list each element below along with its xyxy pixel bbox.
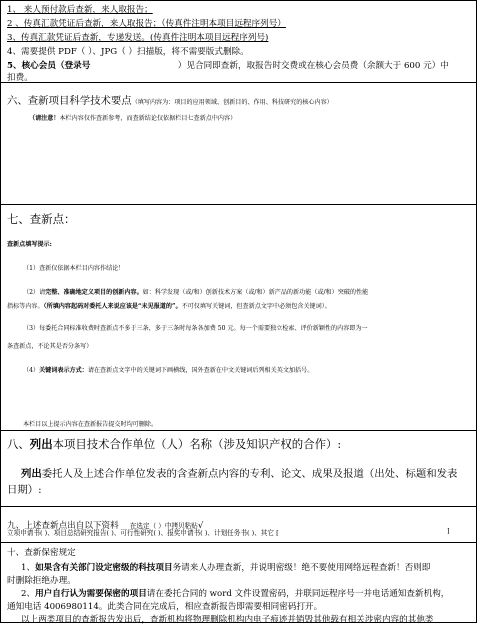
section-10-rule-2-cont: 通知电话 4006980114。此类合同在完成后，相应查新报告即需要相同密码打开。 xyxy=(7,602,323,612)
section-7-tip-4 xyxy=(23,365,313,374)
tip-2-prefix: （2）请 xyxy=(23,289,46,296)
section-9-title: 九、上述查新点出自以下资料 xyxy=(7,521,119,531)
section-6-hint: （填写内容为：项目的应用领域、创新目的、作用、科技研究的核心内容） xyxy=(131,99,333,106)
section-9-sources xyxy=(1,507,476,543)
section-10-title: 十、查新保密规定 xyxy=(7,548,76,558)
rule-1-text: 务请来人办理查新，并说明密级！绝不要使用网络远程查新！否则即 xyxy=(172,563,431,573)
section-10-rule-1 xyxy=(21,561,430,573)
section-6-note xyxy=(29,113,236,122)
tip-2-emphasis: 完整、准确地定义项目的创新内容。 xyxy=(45,289,143,296)
delivery-options-section xyxy=(1,1,476,83)
section-8-body xyxy=(21,465,457,480)
tip-4-text: 请在查新点文字中的关键词下画横线，国外查新在中文关键词后列相关英文加括号。 xyxy=(87,367,314,374)
section-8-body-text: 委托人及上述合作单位发表的含查新点内容的专利、论文、成果及报道（出处、标题和发表 xyxy=(41,468,458,480)
section-7-tips-title: 查新点填写提示: xyxy=(7,241,52,248)
scan-format-option: 4、需要提供 PDF（ ）、JPG（ ）扫描版，将不需要版式删除。 xyxy=(7,47,249,57)
section-9-options[interactable]: 立项申请书( )、项目总结研究报告( )、可行性研究( )、报奖申请书( )、计划任务书( )、其它 [ xyxy=(7,529,279,537)
section-7-tip-3-cont: 条查新点，不论其是否分条写） xyxy=(7,343,93,350)
section-8-emphasis: 列出 xyxy=(29,437,53,451)
check-mark-icon: √ xyxy=(197,521,204,531)
delivery-option-1: 1、 来人预付款后查新，来人取报告； xyxy=(7,5,153,15)
tip-2-cont-prefix: 指标等内容。 xyxy=(7,303,44,310)
section-6-note-emphasis: （请注意！ xyxy=(29,115,60,122)
core-member-text-cont: 扣费。 xyxy=(7,73,33,83)
section-10-rule-1-cont: 时删除拒绝办理。 xyxy=(7,576,76,586)
section-8-body-emphasis: 列出 xyxy=(21,468,42,480)
section-6-heading xyxy=(7,89,333,108)
section-7-tip-1: （1）查新仅依据本栏目内容作结论！ xyxy=(23,265,125,272)
section-6-title: 六、查新项目科学技术要点 xyxy=(7,95,132,107)
section-9-select-label: 在选定（ ）中拷贝粘贴 xyxy=(129,522,198,530)
tip-2-cont-emphasis: （所填内容起码对委托人来说应该是“未见报道的”。 xyxy=(43,303,182,310)
section-8-body-cont: 日期）: xyxy=(7,484,42,496)
section-8-heading xyxy=(7,436,341,452)
section-7-novelty-points xyxy=(1,205,476,431)
section-8-number: 八、 xyxy=(7,437,30,451)
delivery-option-3: 3、传真汇款凭证后查新，专递发送。(传真件注明本项目远程序列号) xyxy=(7,33,269,43)
tip-2-text: 如：科学发现（或/和）创新技术方案（或/和）新产品的新功能（或/和）突破的性能 xyxy=(142,289,369,296)
delivery-option-2: 2 、传真汇款凭证后查新，来人取报告；（传真件注明本项目远程序列号） xyxy=(7,19,286,29)
rule-1-number: 1、 xyxy=(21,563,36,573)
section-7-delete-note: 本栏目以上提示内容在查新报告提交时均可删除。 xyxy=(23,421,158,428)
section-7-tip-3: （3）每委托合同标准收费时查新点不多于三条，多于三条时每条各加费 50 元。每一个需要独立检索、评价新颖性的内容即为一 xyxy=(23,325,368,332)
tip-4-emphasis: 关键词表示方式： xyxy=(39,367,88,374)
tip-4-prefix: （4） xyxy=(23,367,40,374)
section-6-tech-points xyxy=(1,83,476,205)
section-8-title: 本项目技术合作单位（人）名称（涉及知识产权的合作）: xyxy=(52,437,342,451)
rule-2-number: 2、 xyxy=(21,589,36,599)
rule-2-emphasis: 用户自行认为需要保密的项目 xyxy=(35,589,147,599)
section-7-tip-2 xyxy=(23,287,368,296)
section-7-title: 七、查新点： xyxy=(7,212,76,226)
core-member-label: 5、核心会员（登录号 xyxy=(7,61,91,71)
core-member-option xyxy=(7,59,449,71)
core-member-text: ）见合同即查新，取报告时交费或在核心会员费（余额大于 600 元）中 xyxy=(177,61,449,71)
rule-1-emphasis: 如果含有关部门设定密级的科技项目 xyxy=(35,563,173,573)
section-10-rule-3: 以上两类项目的查新报告发出后，查新机构将物理删除机构内电子痕迹并销毁其他载有相关涉密内容的其他类 xyxy=(21,615,434,625)
section-7-tip-2-cont xyxy=(7,301,331,310)
section-8-cooperation xyxy=(1,431,476,507)
section-10-rule-2 xyxy=(21,587,449,599)
section-6-note-text: 本栏内容仅作查新参考，而查新结论仅依据栏目七查新点中内容） xyxy=(59,115,237,122)
rule-2-text: 请在委托合同的 word 文件设置密码，并联同远程序号一并电话通知查新机构， xyxy=(146,589,450,599)
section-9-other-close: ] xyxy=(447,527,450,535)
section-10-confidentiality xyxy=(1,543,476,624)
tip-2-cont-text: 不可仅填写关键词，但查新点文字中必须包含关键词）。 xyxy=(181,303,331,310)
